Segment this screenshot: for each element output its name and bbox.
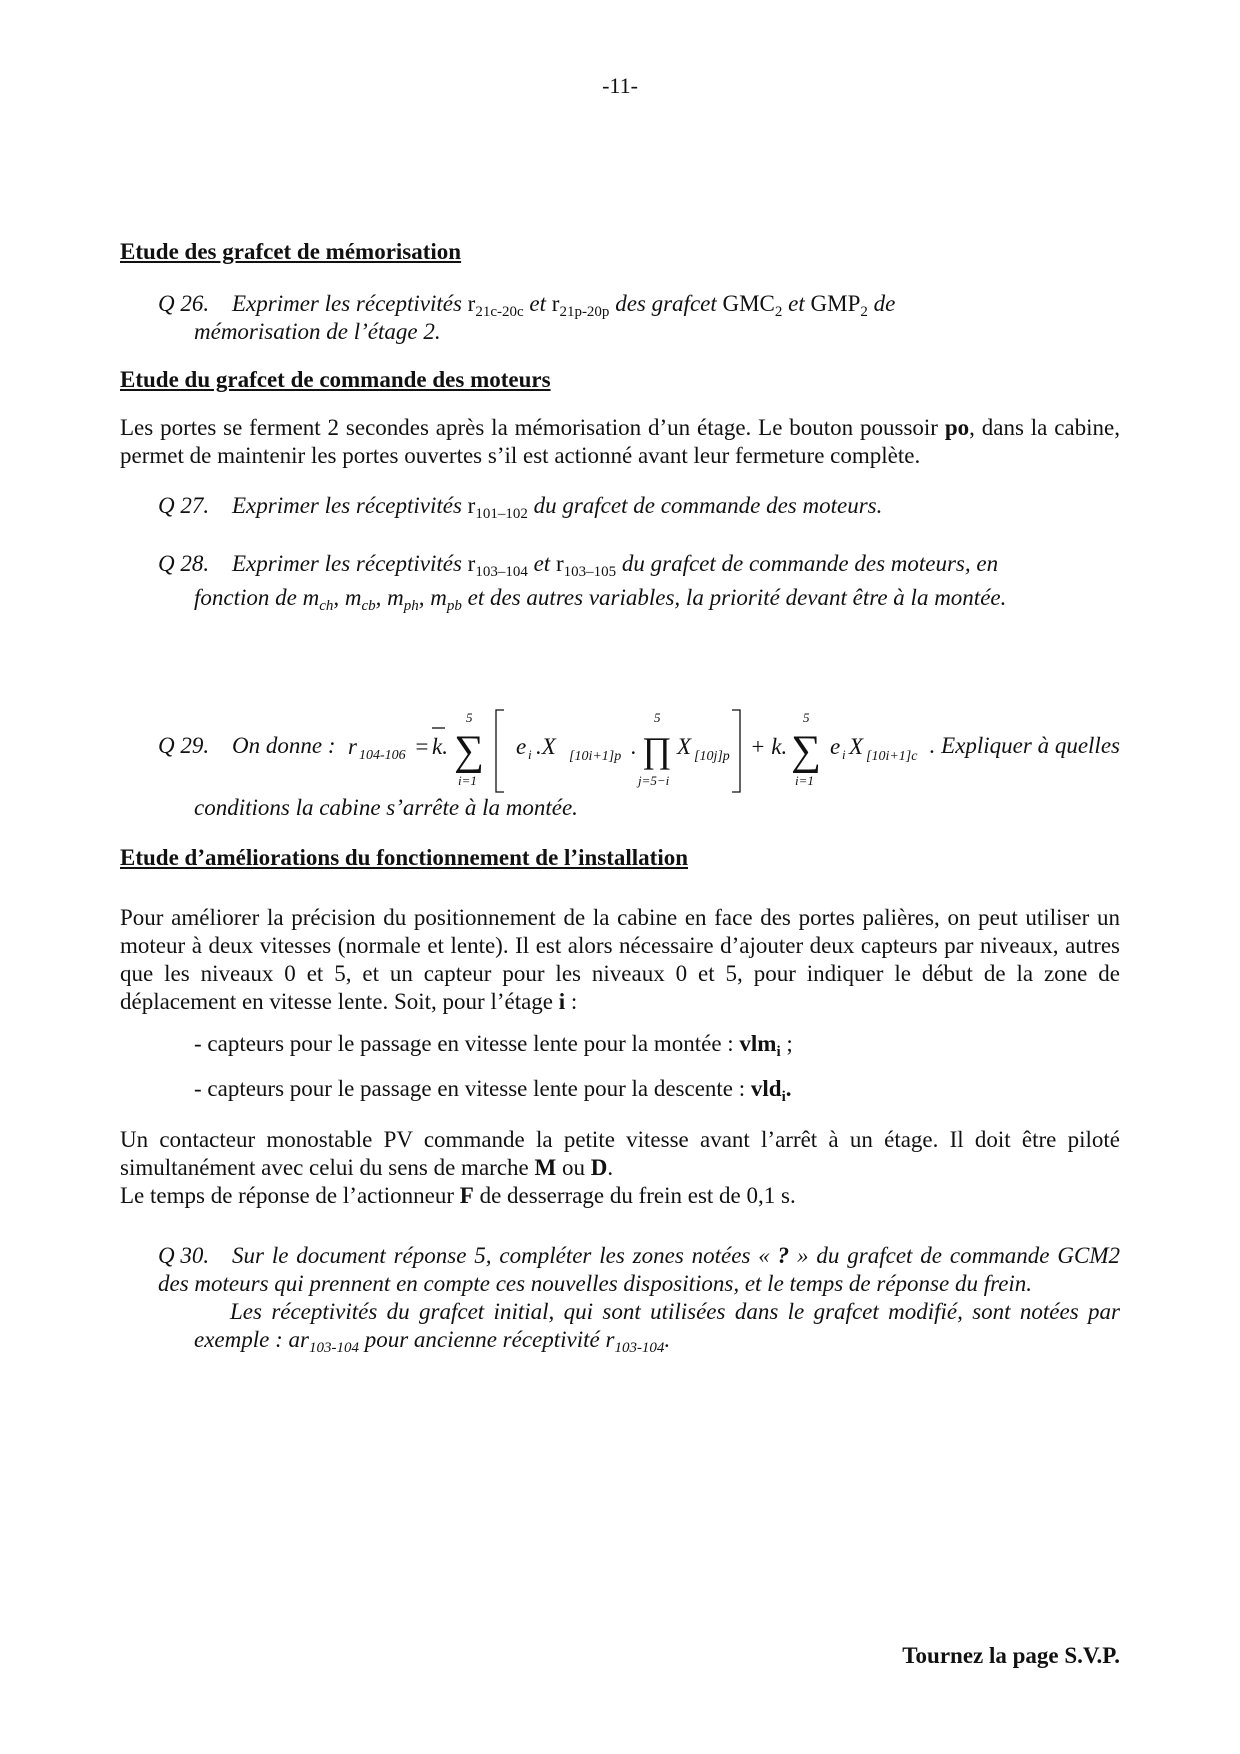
formula-dot: . (631, 734, 637, 759)
question-number: Q 30. (158, 1243, 210, 1268)
section-heading-motor-command: Etude du grafcet de commande des moteurs (120, 367, 551, 392)
question-number: Q 26. (158, 291, 210, 316)
formula-k: k. (432, 734, 448, 759)
q26-text-3: des grafcet (609, 291, 723, 316)
question-28 (158, 550, 1120, 612)
formula-e-sub: i (528, 747, 532, 762)
r-symbol: r (467, 291, 476, 316)
prod-lower: j=5−i (638, 773, 670, 788)
section-heading-memorisation: Etude des grafcet de mémorisation (120, 239, 462, 264)
sum-upper: 5 (466, 710, 473, 725)
formula-e2-sub: i (842, 747, 846, 762)
list-item: - capteurs pour le passage en vitesse lente pour la descente : vld$_i$. (194, 1076, 792, 1105)
prod-pi-icon: ∏ (642, 730, 672, 770)
question-number: Q 28. (158, 551, 210, 576)
gmc-symbol: GMC (722, 291, 775, 316)
q27-text-1: Exprimer les réceptivités (232, 493, 468, 518)
improve-text: Pour améliorer la précision du positionnement de la cabine en face des portes palières, on peut utiliser un moteur à deux vitesses (normale et lente). Il est alors nécessaire d’ajouter deux capteurs par niveaux, autres que les niveaux 0 et 5, et un capteur pour les niveaux 0 et 5, pour indiquer le début de la zone de déplacement en vitesse lente. Soit, pour l’étage (120, 905, 1120, 1014)
q28-line-2: fonction de $m_{ch}$, $m_{cb}$, $m_{ph}$, $m_{pb}$ et des autres variables, la priorité devant être à la montée. (194, 585, 1007, 614)
r-symbol: r (551, 291, 560, 316)
r-subscript: 21c-20c (475, 304, 524, 320)
q30-para-2: Les réceptivités du grafcet initial, qui sont utilisées dans le grafcet modifié, sont notées par exemple : $ar_{103-104}$ pour ancienne réceptivité $r_{103-104}$. (194, 1299, 1120, 1356)
section-heading-improvements: Etude d’améliorations du fonctionnement de l’installation (120, 845, 689, 870)
formula-X: X (677, 734, 692, 759)
po-button-label: po (944, 415, 970, 440)
question-number: Q 29. (158, 733, 210, 758)
q29-lead: On donne : (232, 733, 336, 758)
left-bracket (496, 710, 504, 792)
q28-text-2: et (527, 551, 556, 576)
q27-text-2: du grafcet de commande des moteurs. (527, 493, 883, 518)
question-mark: ? (777, 1243, 790, 1268)
intro-text-2: , dans la cabine, permet de maintenir les portes ouvertes s’il est actionné avant leur fermeture complète. (120, 415, 1120, 468)
question-number: Q 27. (158, 493, 210, 518)
q26-text-5: de (867, 291, 896, 316)
gmp-symbol: GMP (810, 291, 861, 316)
f-label: F (459, 1183, 474, 1208)
formula-r: r (348, 734, 357, 759)
r-subscript: 21p-20p (559, 304, 610, 320)
sum-sigma-icon: ∑ (454, 728, 484, 774)
formula-sub1: [10i+1]p (569, 749, 622, 764)
question-26 (158, 290, 1120, 346)
q26-text-4: et (782, 291, 811, 316)
r-subscript: 103–105 (563, 564, 617, 580)
formula-e2: e (830, 734, 841, 759)
r-symbol: r (467, 493, 476, 518)
footer-turn-page: Tournez la page S.V.P. (902, 1643, 1120, 1668)
r-symbol: r (555, 551, 564, 576)
vlm-label: vlm (739, 1031, 777, 1056)
formula-eq: = (414, 734, 430, 759)
sum-lower: i=1 (458, 773, 477, 788)
gmc-subscript: 2 (774, 304, 783, 320)
right-bracket (732, 710, 740, 792)
prod-upper: 5 (654, 710, 661, 725)
sum2-upper: 5 (803, 710, 810, 725)
q29-tail: . Expliquer à quelles (929, 733, 1120, 758)
formula-e: e (516, 734, 527, 759)
q29-line-2: conditions la cabine s’arrête à la montée. (194, 795, 578, 820)
intro-text-1: Les portes se ferment 2 secondes après la mémorisation d’un étage. Le bouton poussoir (120, 415, 945, 440)
formula-X2: X (849, 734, 864, 759)
floor-i: i (558, 989, 566, 1014)
improve-paragraph: Pour améliorer la précision du positionnement de la cabine en face des portes palières, on peut utiliser un moteur à deux vitesses (normale et lente). Il est alors nécessaire d’ajouter deux capteurs par niveaux, autres que les niveaux 0 et 5, et un capteur pour les niveaux 0 et 5, pour indiquer le début de la zone de déplacement en vitesse lente. Soit, pour l’étage i : (120, 905, 1120, 1014)
formula-r-sub: 104-106 (359, 748, 406, 763)
vld-label: vld (750, 1076, 782, 1101)
formula-plus-k: + k. (750, 734, 788, 759)
formula-sub3: [10i+1]c (866, 749, 918, 764)
list-item: - capteurs pour le passage en vitesse lente pour la montée : vlm$_i$ ; (194, 1031, 793, 1060)
question-29 (158, 702, 1120, 798)
d-label: D (590, 1155, 608, 1180)
r-subscript: 103–104 (475, 564, 528, 580)
question-30: Q 30. Sur le document réponse 5, compléter les zones notées « ? » du grafcet de commande GCM2 des moteurs qui prennent en compte ces nouvelles dispositions, et le temps de réponse du frein. Les réceptivités du grafcet initial, qui sont utilisées dans le grafcet modifié, sont notées par exemple : $ar_{103-104}$ pour ancienne réceptivité $r_{103-104}$. (158, 1243, 1120, 1356)
gmp-subscript: 2 (860, 304, 868, 320)
formula-sub2: [10j]p (694, 749, 730, 764)
r-symbol: r (467, 551, 476, 576)
q26-text-2: et (523, 291, 552, 316)
sum2-sigma-icon: ∑ (791, 728, 821, 774)
q26-line-2: mémorisation de l’étage 2. (194, 319, 441, 344)
q28-text-3: du grafcet de commande des moteurs, en (616, 551, 999, 576)
motor-intro-paragraph (120, 414, 1120, 470)
sum2-lower: i=1 (795, 773, 814, 788)
q26-text-1: Exprimer les réceptivités (232, 291, 468, 316)
page-number: -11- (602, 73, 638, 98)
r-subscript: 101–102 (475, 506, 528, 522)
contactor-paragraph: Un contacteur monostable PV commande la petite vitesse avant l’arrêt à un étage. Il doit être piloté simultanément avec celui du sens de marche M ou D. Le temps de réponse de l’actionneur F de desserrage du frein est de 0,1 s. (120, 1127, 1120, 1208)
formula-dotX: .X (536, 734, 556, 759)
m-label: M (534, 1155, 557, 1180)
question-27 (158, 492, 1120, 520)
q28-text-1: Exprimer les réceptivités (232, 551, 468, 576)
